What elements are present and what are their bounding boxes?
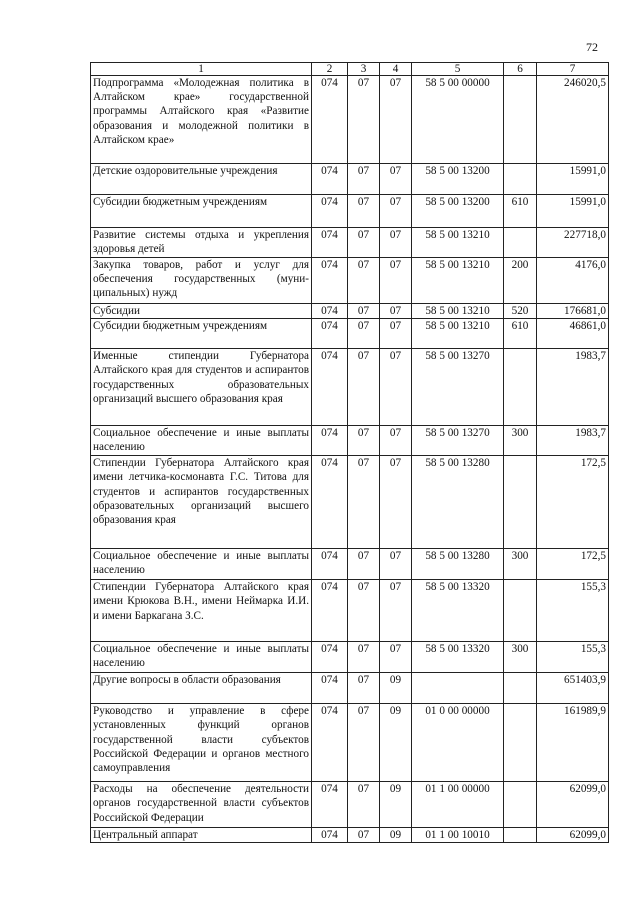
cell-ministry-code: 074 <box>312 426 348 456</box>
cell-expense-type-code <box>504 456 537 549</box>
cell-ministry-code: 074 <box>312 580 348 642</box>
table-row <box>91 642 609 673</box>
cell-expense-type-code: 200 <box>504 258 537 304</box>
header-col-1: 1 <box>91 63 312 76</box>
cell-subsection-code: 07 <box>380 164 412 195</box>
cell-subsection-code: 09 <box>380 673 412 704</box>
cell-ministry-code: 074 <box>312 642 348 673</box>
cell-amount: 155,3 <box>537 580 609 642</box>
table-body <box>91 76 609 843</box>
cell-subsection-code: 09 <box>380 704 412 782</box>
cell-expense-type-code: 610 <box>504 319 537 349</box>
cell-section-code: 07 <box>348 228 380 258</box>
cell-ministry-code: 074 <box>312 549 348 580</box>
cell-target-article-code: 58 5 00 13280 <box>412 456 504 549</box>
cell-subsection-code: 07 <box>380 258 412 304</box>
cell-amount: 15991,0 <box>537 195 609 228</box>
cell-ministry-code: 074 <box>312 673 348 704</box>
cell-item-name: Руководство и управление в сфере установленных функций органов государственной власти субъектов Российской Федерации и органов местного самоуправления <box>91 704 312 782</box>
cell-ministry-code: 074 <box>312 782 348 828</box>
cell-item-name: Субсидии <box>91 304 312 319</box>
cell-item-name: Социальное обеспечение и иные выплаты населению <box>91 642 312 673</box>
cell-section-code: 07 <box>348 349 380 426</box>
cell-target-article-code: 58 5 00 13270 <box>412 349 504 426</box>
cell-target-article-code: 01 0 00 00000 <box>412 704 504 782</box>
cell-amount: 172,5 <box>537 456 609 549</box>
cell-subsection-code: 07 <box>380 319 412 349</box>
cell-item-name: Расходы на обеспечение деятельности органов государственной власти субъектов Российской Федерации <box>91 782 312 828</box>
table-row <box>91 76 609 164</box>
table-row <box>91 704 609 782</box>
cell-subsection-code: 09 <box>380 782 412 828</box>
cell-target-article-code: 58 5 00 13210 <box>412 319 504 349</box>
cell-target-article-code: 58 5 00 13270 <box>412 426 504 456</box>
cell-section-code: 07 <box>348 319 380 349</box>
cell-subsection-code: 07 <box>380 349 412 426</box>
cell-expense-type-code: 300 <box>504 426 537 456</box>
cell-section-code: 07 <box>348 549 380 580</box>
table-row <box>91 349 609 426</box>
cell-ministry-code: 074 <box>312 228 348 258</box>
cell-item-name: Развитие системы отдыха и укрепления здоровья детей <box>91 228 312 258</box>
header-row <box>91 63 609 76</box>
cell-expense-type-code: 520 <box>504 304 537 319</box>
cell-section-code: 07 <box>348 76 380 164</box>
header-col-2: 2 <box>312 63 348 76</box>
cell-target-article-code: 58 5 00 13210 <box>412 228 504 258</box>
cell-expense-type-code: 300 <box>504 642 537 673</box>
cell-item-name: Стипендии Губернатора Алтайского края имени Крюкова В.Н., имени Неймарка И.И. и имени Баркагана З.С. <box>91 580 312 642</box>
cell-section-code: 07 <box>348 195 380 228</box>
cell-expense-type-code <box>504 164 537 195</box>
cell-ministry-code: 074 <box>312 456 348 549</box>
cell-item-name: Именные стипендии Губернатора Алтайского края для студентов и аспирантов государственных образовательных организаций высшего образования края <box>91 349 312 426</box>
table-row <box>91 673 609 704</box>
cell-target-article-code <box>412 673 504 704</box>
cell-ministry-code: 074 <box>312 258 348 304</box>
cell-subsection-code: 07 <box>380 642 412 673</box>
cell-amount: 15991,0 <box>537 164 609 195</box>
cell-subsection-code: 07 <box>380 228 412 258</box>
cell-ministry-code: 074 <box>312 164 348 195</box>
cell-amount: 246020,5 <box>537 76 609 164</box>
header-col-7: 7 <box>537 63 609 76</box>
table-row <box>91 426 609 456</box>
cell-target-article-code: 58 5 00 13210 <box>412 258 504 304</box>
cell-target-article-code: 58 5 00 13210 <box>412 304 504 319</box>
cell-amount: 46861,0 <box>537 319 609 349</box>
table-row <box>91 456 609 549</box>
table-row <box>91 828 609 843</box>
cell-expense-type-code: 300 <box>504 549 537 580</box>
cell-ministry-code: 074 <box>312 704 348 782</box>
cell-section-code: 07 <box>348 828 380 843</box>
cell-item-name: Подпрограмма «Молодежная политика в Алтайском крае» государственной программы Алтайского края «Развитие образования и молодежной политики в Алтайском крае» <box>91 76 312 164</box>
cell-item-name: Закупка товаров, работ и услуг для обеспечения государственных (муниципальных) нужд <box>91 258 312 304</box>
cell-section-code: 07 <box>348 580 380 642</box>
cell-expense-type-code <box>504 828 537 843</box>
cell-amount: 227718,0 <box>537 228 609 258</box>
cell-amount: 4176,0 <box>537 258 609 304</box>
cell-section-code: 07 <box>348 673 380 704</box>
cell-section-code: 07 <box>348 164 380 195</box>
cell-expense-type-code <box>504 673 537 704</box>
cell-expense-type-code: 610 <box>504 195 537 228</box>
cell-section-code: 07 <box>348 304 380 319</box>
cell-item-name: Другие вопросы в области образования <box>91 673 312 704</box>
header-col-6: 6 <box>504 63 537 76</box>
cell-ministry-code: 074 <box>312 319 348 349</box>
cell-item-name: Центральный аппарат <box>91 828 312 843</box>
cell-target-article-code: 01 1 00 00000 <box>412 782 504 828</box>
header-col-5: 5 <box>412 63 504 76</box>
cell-expense-type-code <box>504 349 537 426</box>
cell-section-code: 07 <box>348 642 380 673</box>
cell-amount: 651403,9 <box>537 673 609 704</box>
table-header <box>91 63 609 76</box>
page-number: 72 <box>586 40 598 54</box>
table-row <box>91 782 609 828</box>
cell-target-article-code: 58 5 00 13200 <box>412 164 504 195</box>
cell-subsection-code: 07 <box>380 456 412 549</box>
cell-subsection-code: 07 <box>380 76 412 164</box>
cell-subsection-code: 07 <box>380 304 412 319</box>
cell-subsection-code: 07 <box>380 195 412 228</box>
cell-ministry-code: 074 <box>312 76 348 164</box>
cell-amount: 1983,7 <box>537 349 609 426</box>
cell-section-code: 07 <box>348 456 380 549</box>
table-row <box>91 228 609 258</box>
cell-amount: 1983,7 <box>537 426 609 456</box>
cell-expense-type-code <box>504 228 537 258</box>
header-col-3: 3 <box>348 63 380 76</box>
cell-section-code: 07 <box>348 704 380 782</box>
table-row <box>91 319 609 349</box>
cell-item-name: Стипендии Губернатора Алтайского края имени летчика-космонавта Г.С. Титова для студентов и аспирантов государственных образовательных организаций высшего образования края <box>91 456 312 549</box>
cell-expense-type-code <box>504 580 537 642</box>
cell-subsection-code: 07 <box>380 426 412 456</box>
cell-item-name: Субсидии бюджетным учреждениям <box>91 195 312 228</box>
cell-expense-type-code <box>504 704 537 782</box>
cell-target-article-code: 58 5 00 13200 <box>412 195 504 228</box>
table-row <box>91 258 609 304</box>
cell-amount: 62099,0 <box>537 782 609 828</box>
cell-ministry-code: 074 <box>312 349 348 426</box>
cell-subsection-code: 07 <box>380 580 412 642</box>
cell-amount: 161989,9 <box>537 704 609 782</box>
cell-target-article-code: 58 5 00 13320 <box>412 580 504 642</box>
cell-item-name: Социальное обеспечение и иные выплаты населению <box>91 426 312 456</box>
header-col-4: 4 <box>380 63 412 76</box>
table-row <box>91 580 609 642</box>
table-row <box>91 164 609 195</box>
budget-table <box>90 62 609 843</box>
cell-subsection-code: 07 <box>380 549 412 580</box>
cell-item-name: Социальное обеспечение и иные выплаты населению <box>91 549 312 580</box>
cell-item-name: Детские оздоровительные учреждения <box>91 164 312 195</box>
cell-section-code: 07 <box>348 426 380 456</box>
cell-item-name: Субсидии бюджетным учреждениям <box>91 319 312 349</box>
cell-target-article-code: 58 5 00 13320 <box>412 642 504 673</box>
cell-expense-type-code <box>504 76 537 164</box>
cell-section-code: 07 <box>348 258 380 304</box>
cell-expense-type-code <box>504 782 537 828</box>
cell-target-article-code: 58 5 00 00000 <box>412 76 504 164</box>
cell-ministry-code: 074 <box>312 828 348 843</box>
cell-ministry-code: 074 <box>312 195 348 228</box>
cell-amount: 155,3 <box>537 642 609 673</box>
table-row <box>91 195 609 228</box>
table-row <box>91 549 609 580</box>
cell-target-article-code: 01 1 00 10010 <box>412 828 504 843</box>
cell-ministry-code: 074 <box>312 304 348 319</box>
cell-amount: 172,5 <box>537 549 609 580</box>
table-row <box>91 304 609 319</box>
cell-target-article-code: 58 5 00 13280 <box>412 549 504 580</box>
cell-subsection-code: 09 <box>380 828 412 843</box>
cell-amount: 176681,0 <box>537 304 609 319</box>
cell-amount: 62099,0 <box>537 828 609 843</box>
cell-section-code: 07 <box>348 782 380 828</box>
